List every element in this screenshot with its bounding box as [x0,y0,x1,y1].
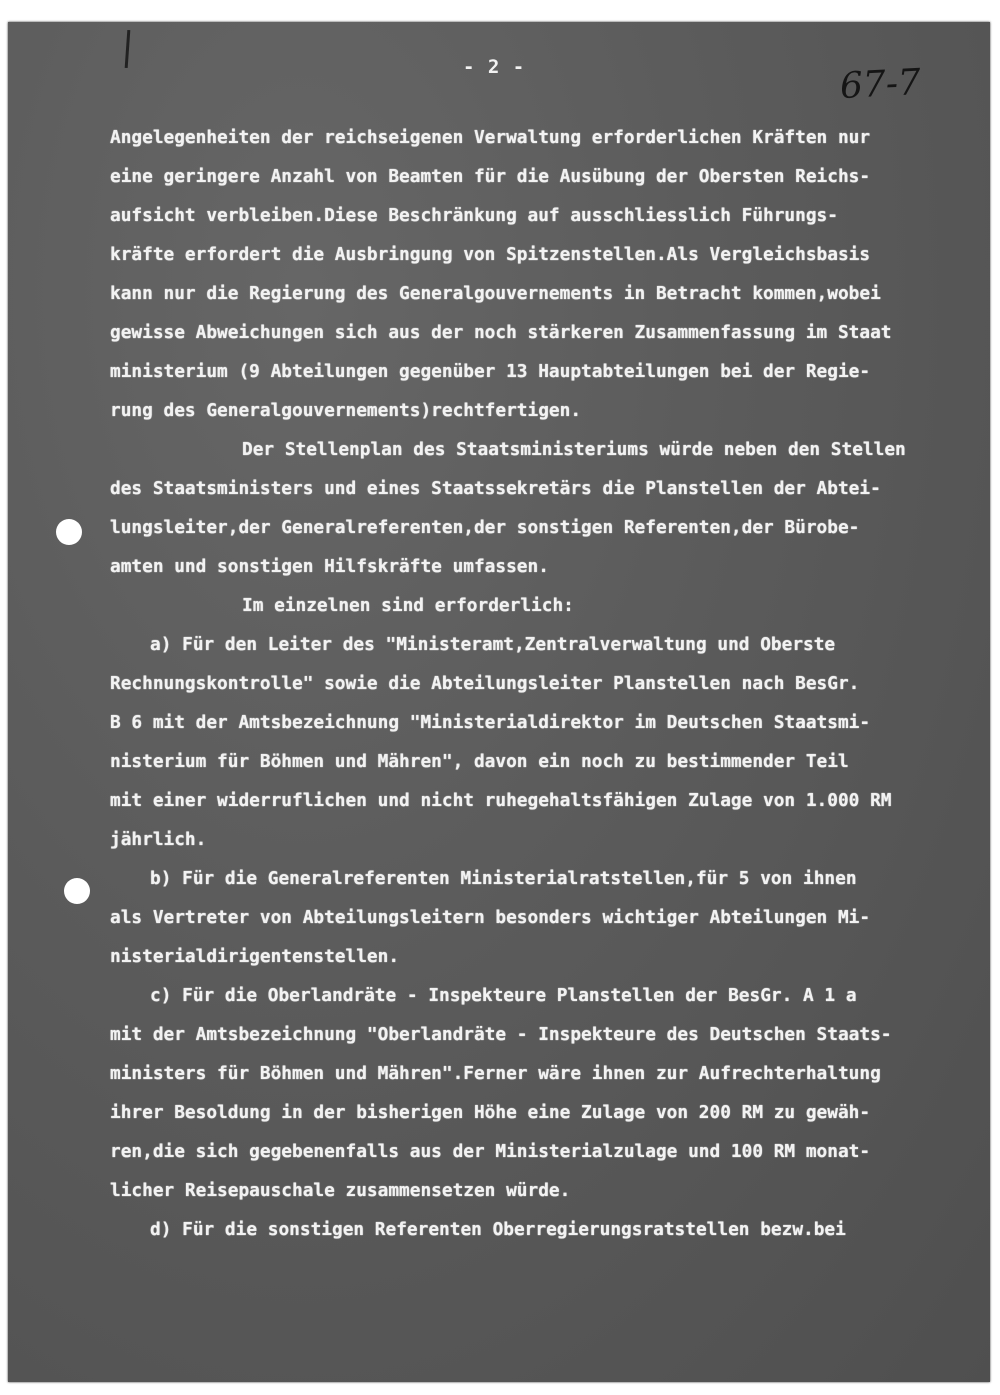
punch-hole-bottom [64,878,90,904]
text-line: des Staatsministers und eines Staatssekretärs die Planstellen der Abtei- [110,478,881,499]
text-line: ministerium (9 Abteilungen gegenüber 13 Hauptabteilungen bei der Regie- [110,361,871,382]
page-number: - 2 - [463,56,526,78]
text-line: rung des Generalgouvernements)rechtfertigen. [110,400,582,421]
text-line: eine geringere Anzahl von Beamten für die Ausübung der Obersten Reichs- [110,166,871,187]
text-line: B 6 mit der Amtsbezeichnung "Ministerialdirektor im Deutschen Staatsmi- [110,712,871,733]
document-page [8,22,990,1382]
text-line: amten und sonstigen Hilfskräfte umfassen. [110,556,549,577]
text-line: d) Für die sonstigen Referenten Oberregierungsratstellen bezw.bei [150,1219,846,1240]
text-line: nisterialdirigentenstellen. [110,946,400,967]
text-line: lungsleiter,der Generalreferenten,der sonstigen Referenten,der Bürobe- [110,517,860,538]
text-line: a) Für den Leiter des "Ministeramt,Zentralverwaltung und Oberste [150,634,836,655]
text-line: Rechnungskontrolle" sowie die Abteilungsleiter Planstellen nach BesGr. [110,673,860,694]
text-line: aufsicht verbleiben.Diese Beschränkung auf ausschliesslich Führungs- [110,205,838,226]
text-line: ren,die sich gegebenenfalls aus der Ministerialzulage und 100 RM monat- [110,1141,871,1162]
text-line: gewisse Abweichungen sich aus der noch stärkeren Zusammenfassung im Staat [110,322,892,343]
pen-tick-mark [125,30,131,68]
text-line: mit einer widerruflichen und nicht ruhegehaltsfähigen Zulage von 1.000 RM [110,790,892,811]
text-line: licher Reisepauschale zusammensetzen würde. [110,1180,571,1201]
text-line: ministers für Böhmen und Mähren".Ferner wäre ihnen zur Aufrechterhaltung [110,1063,881,1084]
handwritten-archive-number: 67-7 [838,61,922,108]
punch-hole-top [56,519,82,545]
text-line: jährlich. [110,829,207,850]
text-line: ihrer Besoldung in der bisherigen Höhe eine Zulage von 200 RM zu gewäh- [110,1102,871,1123]
text-line: kräfte erfordert die Ausbringung von Spitzenstellen.Als Vergleichsbasis [110,244,871,265]
text-line: Angelegenheiten der reichseigenen Verwaltung erforderlichen Kräften nur [110,127,871,148]
text-line: nisterium für Böhmen und Mähren", davon ein noch zu bestimmender Teil [110,751,849,772]
text-line: als Vertreter von Abteilungsleitern besonders wichtiger Abteilungen Mi- [110,907,871,928]
body-text [110,118,980,1249]
text-line: c) Für die Oberlandräte - Inspekteure Planstellen der BesGr. A 1 a [150,985,857,1006]
text-line: mit der Amtsbezeichnung "Oberlandräte - Inspekteure des Deutschen Staats- [110,1024,892,1045]
text-line: b) Für die Generalreferenten Ministerialratstellen,für 5 von ihnen [150,868,857,889]
text-line: Der Stellenplan des Staatsministeriums würde neben den Stellen [242,439,906,460]
text-line: Im einzelnen sind erforderlich: [242,595,574,616]
text-line: kann nur die Regierung des Generalgouvernements in Betracht kommen,wobei [110,283,881,304]
